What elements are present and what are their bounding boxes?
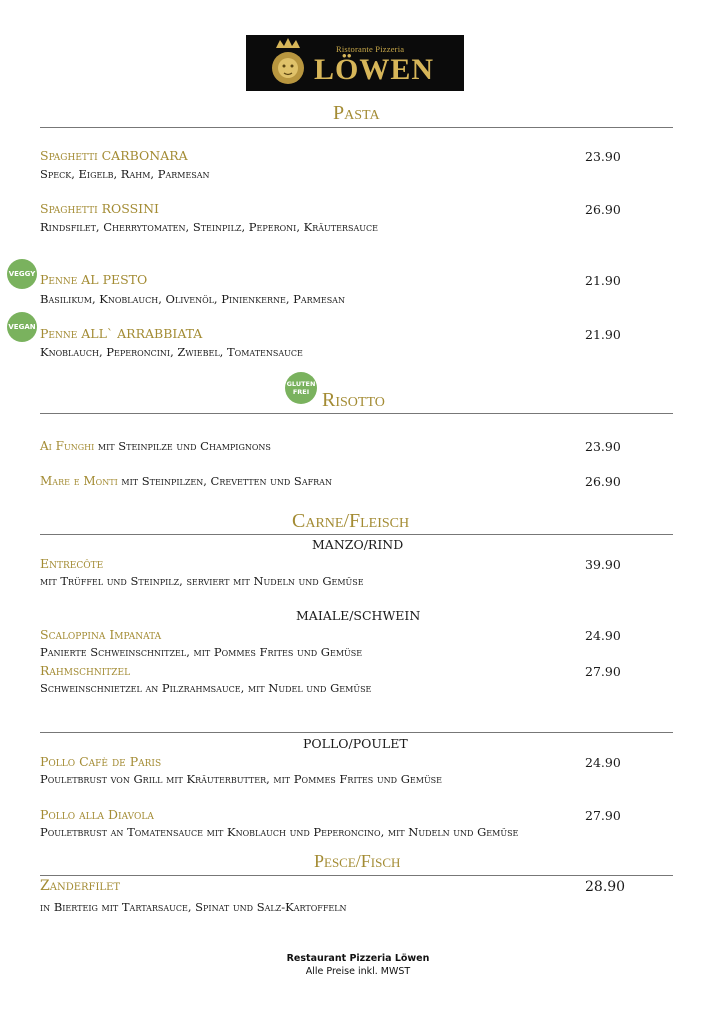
section-title-pasta: Pasta: [333, 102, 380, 124]
footer-restaurant-name: Restaurant Pizzeria Löwen: [286, 953, 430, 964]
subsection-title-pollo: POLLO/POULET: [303, 736, 408, 751]
divider: [40, 413, 673, 414]
logo-name: LÖWEN: [314, 53, 435, 86]
menu-item-name: Rahmschnitzel: [40, 663, 131, 678]
menu-item-description: Panierte Schweinschnitzel, mit Pommes Frites und Gemüse: [40, 645, 363, 659]
menu-item-description: Knoblauch, Peperoncini, Zwiebel, Tomatensauce: [40, 345, 303, 359]
veggy-badge-icon: VEGGY: [7, 259, 37, 289]
menu-item-description: mit Steinpilzen, Crevetten und Safran: [117, 474, 332, 488]
section-title-risotto: Risotto: [322, 389, 385, 411]
menu-item-price: 27.90: [585, 808, 621, 823]
divider: [40, 875, 673, 876]
gluten-free-badge-icon: GLUTEN FREI: [285, 372, 317, 404]
restaurant-logo: [246, 35, 464, 91]
menu-item-price: 24.90: [585, 628, 621, 643]
menu-item-price: 24.90: [585, 755, 621, 770]
menu-item-name: Zanderfilet: [40, 878, 121, 894]
menu-item-name: Pollo alla Diavola: [40, 807, 154, 822]
menu-item-description: Basilikum, Knoblauch, Olivenöl, Pinienkerne, Parmesan: [40, 292, 345, 306]
menu-item: [40, 439, 271, 453]
menu-item-price: 39.90: [585, 557, 621, 572]
menu-item-description: Rindsfilet, Cherrytomaten, Steinpilz, Peperoni, Kräutersauce: [40, 220, 378, 234]
menu-item-name: Mare e Monti: [40, 474, 118, 488]
menu-item-price: 23.90: [585, 149, 621, 164]
menu-item-description: mit Steinpilze und Champignons: [94, 439, 271, 453]
divider: [40, 534, 673, 535]
menu-item-name: Spaghetti ROSSINI: [40, 201, 159, 216]
menu-item-name: Spaghetti CARBONARA: [40, 148, 188, 163]
menu-item-name: Scaloppina Impanata: [40, 627, 162, 642]
menu-item-name: Pollo Cafè de Paris: [40, 754, 162, 769]
menu-item-description: Pouletbrust an Tomatensauce mit Knoblauch und Peperoncino, mit Nudeln und Gemüse: [40, 825, 519, 839]
menu-item-description: mit Trüffel und Steinpilz, serviert mit Nudeln und Gemüse: [40, 574, 364, 588]
menu-item-price: 28.90: [585, 879, 626, 895]
menu-item-name: Ai Funghi: [40, 439, 95, 453]
footer-price-note: Alle Preise inkl. MWST: [305, 966, 411, 977]
menu-item-name: Penne ALL` ARRABBIATA: [40, 326, 203, 341]
section-title-carne: Carne/Fleisch: [292, 510, 410, 532]
menu-item: [40, 474, 332, 488]
menu-item-description: Pouletbrust von Grill mit Kräuterbutter, mit Pommes Frites und Gemüse: [40, 772, 443, 786]
menu-item-price: 23.90: [585, 439, 621, 454]
menu-item-price: 21.90: [585, 327, 621, 342]
logo-subtitle: Ristorante Pizzeria: [336, 44, 405, 54]
menu-item-name: Entrecôte: [40, 556, 104, 571]
menu-item-price: 26.90: [585, 474, 621, 489]
subsection-title-maiale: MAIALE/SCHWEIN: [296, 608, 421, 623]
menu-item-price: 26.90: [585, 202, 621, 217]
subsection-title-manzo: MANZO/RIND: [312, 537, 404, 552]
menu-item-name: Penne AL PESTO: [40, 272, 148, 287]
lion-crown-icon: [266, 38, 310, 88]
section-title-pesce: Pesce/Fisch: [314, 851, 401, 871]
menu-item-description: Speck, Eigelb, Rahm, Parmesan: [40, 167, 210, 181]
divider: [40, 127, 673, 128]
divider: [40, 732, 673, 733]
menu-item-price: 27.90: [585, 664, 621, 679]
vegan-badge-icon: VEGAN: [7, 312, 37, 342]
menu-item-description: Schweinschnietzel an Pilzrahmsauce, mit Nudel und Gemüse: [40, 681, 372, 695]
menu-item-price: 21.90: [585, 273, 621, 288]
menu-item-description: in Bierteig mit Tartarsauce, Spinat und Salz-Kartoffeln: [40, 900, 347, 914]
